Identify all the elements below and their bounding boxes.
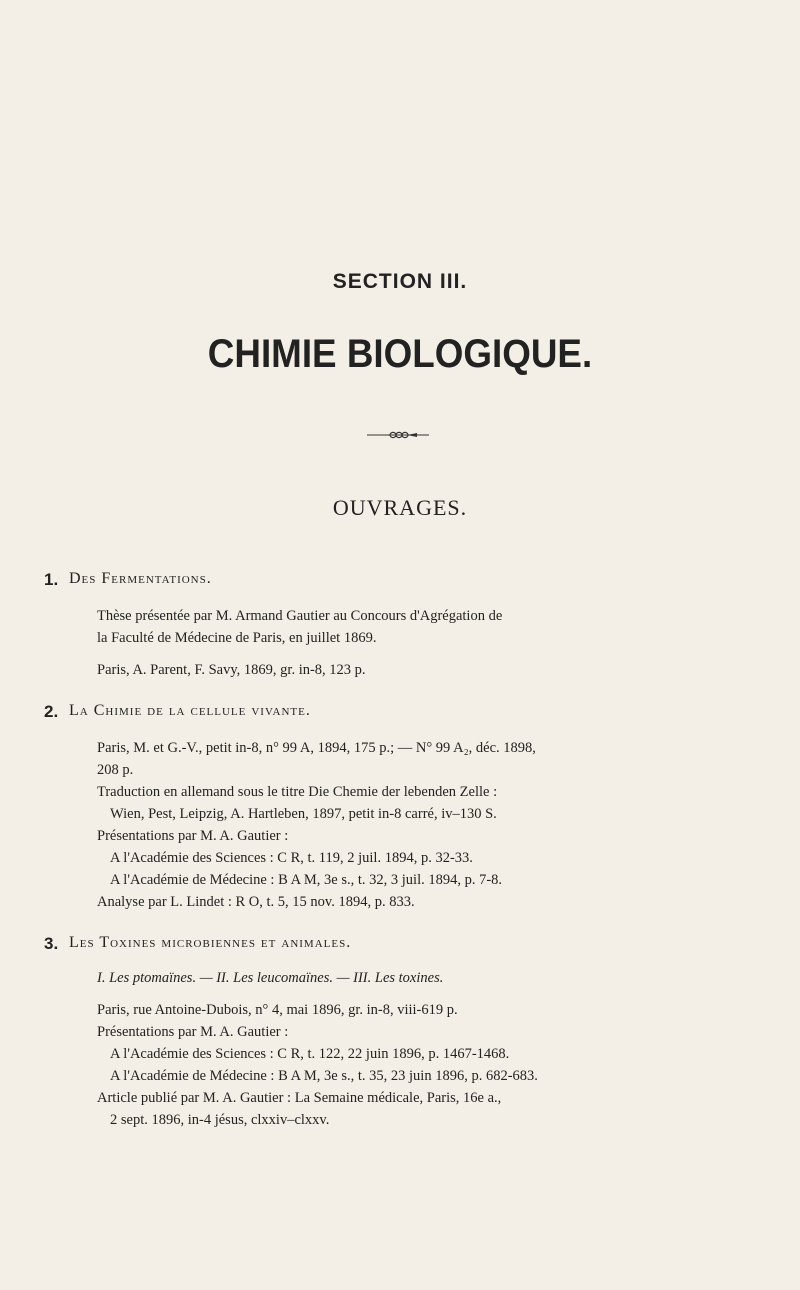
- entry-line: Article publié par M. A. Gautier : La Semaine médicale, Paris, 16e a.,: [97, 1090, 502, 1106]
- entry-line: A l'Académie de Médecine : B A M, 3e s., t. 32, 3 juil. 1894, p. 7-8.: [110, 872, 503, 888]
- entry-line: 208 p.: [97, 762, 134, 778]
- entry-line: Paris, rue Antoine-Dubois, n° 4, mai 1896, gr. in-8, viii-619 p.: [97, 1002, 458, 1018]
- page-title: CHIMIE BIOLOGIQUE.: [207, 332, 593, 376]
- entry-line: Paris, A. Parent, F. Savy, 1869, gr. in-8, 123 p.: [97, 662, 366, 678]
- entry-number: 3.: [44, 934, 59, 953]
- subtitle: OUVRAGES.: [332, 495, 468, 520]
- entry-line: 2 sept. 1896, in-4 jésus, clxxiv–clxxv.: [110, 1112, 330, 1128]
- ornament-divider: [367, 430, 429, 440]
- entry-line: A l'Académie de Médecine : B A M, 3e s., t. 35, 23 juin 1896, p. 682-683.: [110, 1068, 538, 1084]
- section-label: SECTION III.: [332, 270, 468, 293]
- entry-line: Présentations par M. A. Gautier :: [97, 828, 289, 844]
- entry-heading: Des Fermentations.: [69, 570, 212, 587]
- entry-heading: La Chimie de la cellule vivante.: [69, 702, 311, 719]
- entry-line: Présentations par M. A. Gautier :: [97, 1024, 289, 1040]
- entry-number: 2.: [44, 702, 59, 721]
- entry-heading: Les Toxines microbiennes et animales.: [69, 934, 352, 951]
- entry-line: la Faculté de Médecine de Paris, en juillet 1869.: [97, 630, 377, 646]
- entry-line: A l'Académie des Sciences : C R, t. 122, 22 juin 1896, p. 1467-1468.: [110, 1046, 510, 1062]
- entry-number: 1.: [44, 570, 59, 589]
- entry-line: Wien, Pest, Leipzig, A. Hartleben, 1897, petit in-8 carré, iv–130 S.: [110, 806, 497, 822]
- entry-line: Analyse par L. Lindet : R O, t. 5, 15 nov. 1894, p. 833.: [97, 894, 415, 910]
- entry-line: Paris, M. et G.-V., petit in-8, n° 99 A, 1894, 175 p.; — N° 99 A₂, déc. 1898,: [97, 740, 536, 756]
- entry-line: I. Les ptomaïnes. — II. Les leucomaïnes. — III. Les toxines.: [97, 970, 444, 986]
- entry-line: A l'Académie des Sciences : C R, t. 119, 2 juil. 1894, p. 32-33.: [110, 850, 473, 866]
- entry-line: Thèse présentée par M. Armand Gautier au Concours d'Agrégation de: [97, 608, 503, 624]
- entry-line: Traduction en allemand sous le titre Die Chemie der lebenden Zelle :: [97, 784, 498, 800]
